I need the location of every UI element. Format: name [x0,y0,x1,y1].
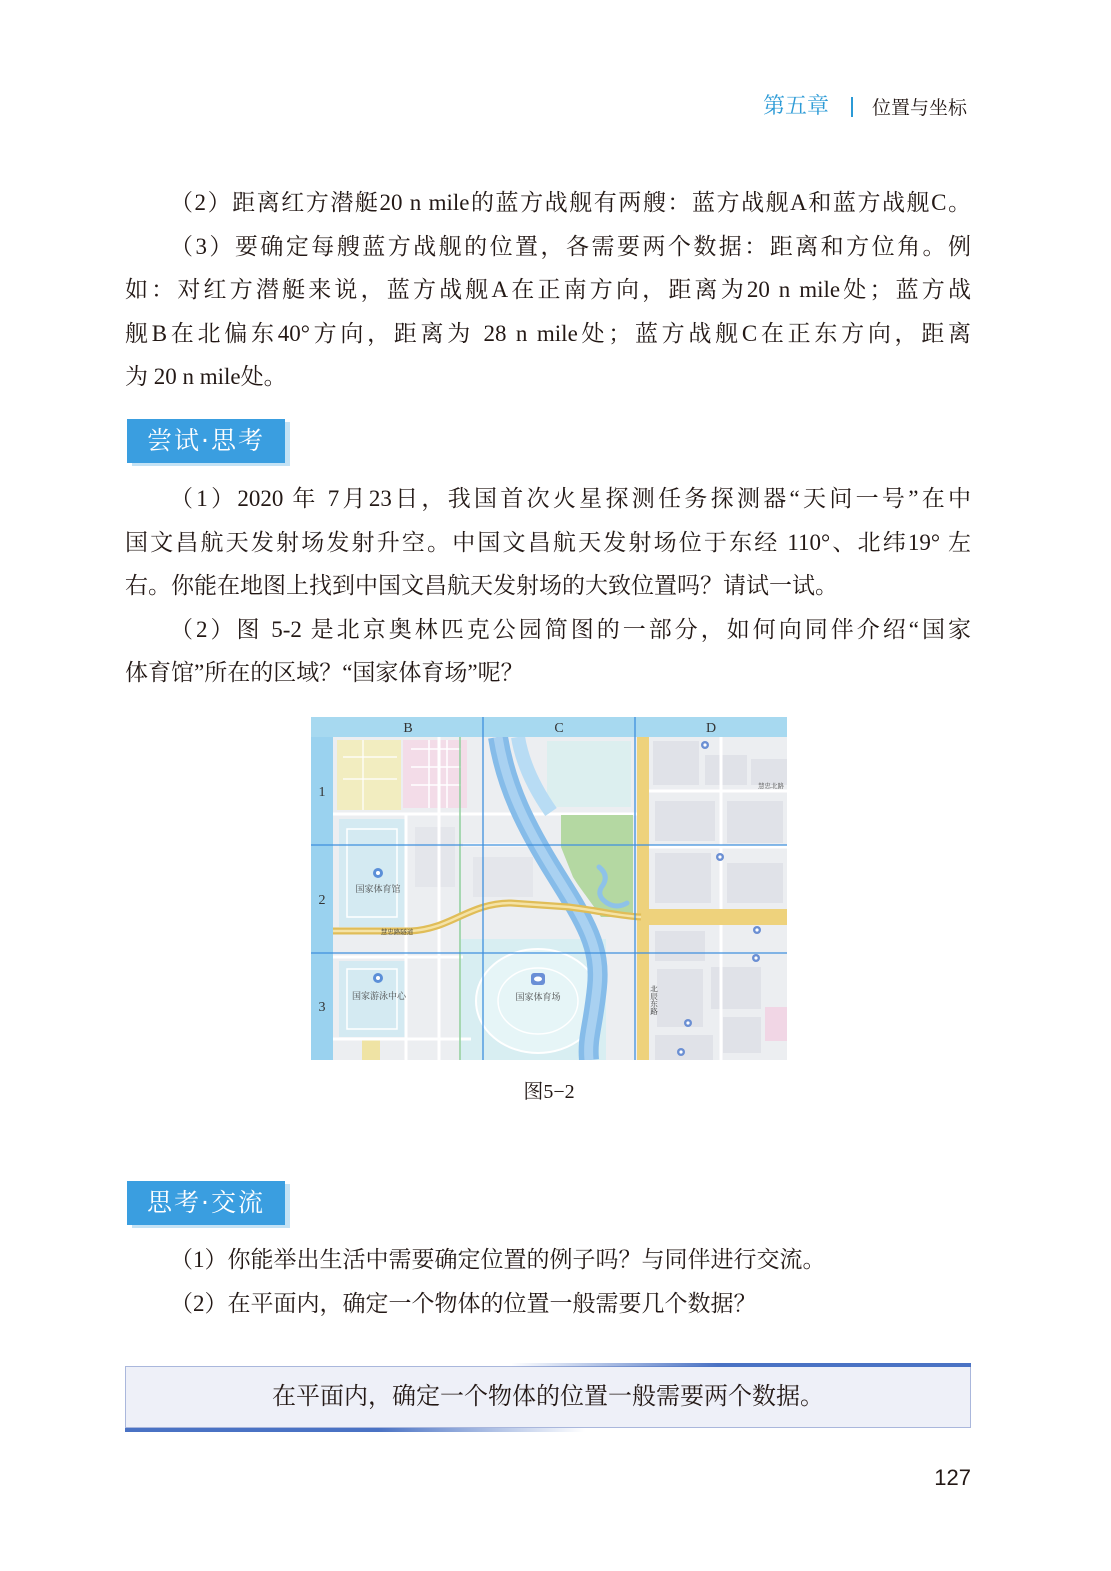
residential-area [337,740,401,810]
stadium-icon-center [534,977,542,982]
try-think-text [125,477,971,695]
building-block [655,853,711,903]
pin-center [703,743,706,746]
sports-area [547,741,631,807]
location-pin-icon [373,868,383,878]
location-pin-icon [373,973,383,983]
olympic-park-map [311,717,787,1060]
building-block [653,741,699,785]
row-label: 1 [318,785,326,800]
figure-caption: 图5−2 [523,1081,575,1103]
pin-center [718,855,721,858]
pink-building [765,1007,787,1041]
chapter-label: 第五章 [763,94,830,119]
building-block [657,969,703,1027]
location-pin-icon [716,853,724,861]
column-label: B [403,721,413,736]
pin-center [376,976,380,980]
paragraph-line: （2）距离红方潜艇20 n mile的蓝方战舰有两艘：蓝方战舰A和蓝方战舰C。 [170,190,971,215]
page-number: 127 [934,1465,971,1490]
location-pin-icon [753,926,761,934]
paragraph-line: 舰B在北偏东40°方向，距离为 28 n mile处；蓝方战舰C在正东方向，距离 [125,320,971,346]
paragraph-line: 右。你能在地图上找到中国文昌航天发射场的大致位置吗？请试一试。 [125,573,838,598]
label-huizhong-north-road: 慧忠北路 [758,782,784,790]
label-national-aquatics-center: 国家游泳中心 [351,992,407,1002]
paragraph-line: 体育馆”所在的区域？“国家体育场”呢？ [125,660,524,685]
paragraph-line: （1）你能举出生活中需要确定位置的例子吗？与同伴进行交流。 [170,1247,826,1272]
stadium-icon [531,973,545,985]
label-national-indoor-stadium: 国家体育馆 [355,885,401,895]
pin-center [686,1021,689,1024]
pin-center [754,956,757,959]
figure-map [311,717,787,1060]
paragraph-line: （1）2020 年 7月23日，我国首次火星探测任务探测器“天问一号”在中 [170,486,971,511]
beichen-east-road [637,737,649,1060]
label-national-stadium: 国家体育场 [515,993,561,1003]
pin-center [679,1050,682,1053]
row-label: 2 [318,893,326,908]
section-tag-think-discuss: 思考·交流 [127,1181,285,1225]
building-block [473,857,533,897]
building-block [727,801,783,843]
location-pin-icon [684,1019,692,1027]
running-head-divider [851,97,853,117]
building-block [655,801,715,841]
building-block [655,1035,713,1060]
column-label: D [705,721,717,736]
intro-text [125,181,971,399]
paragraph-line: 国文昌航天发射场发射升空。中国文昌航天发射场位于东经 110°、北纬19° 左 [125,529,971,555]
paragraph-line: （2）在平面内，确定一个物体的位置一般需要几个数据？ [170,1290,757,1316]
paragraph-line: （3）要确定每艘蓝方战舰的位置，各需要两个数据：距离和方位角。例 [170,233,971,259]
pin-center [376,871,380,875]
building-block [415,827,455,887]
label-beichen-east-road: 北辰东路 [649,985,659,1015]
location-pin-icon [701,741,709,749]
think-discuss-text [125,1238,971,1325]
location-pin-icon [677,1048,685,1056]
building-block [655,931,705,961]
paragraph-line: 如：对红方潜艇来说，蓝方战舰A在正南方向，距离为20 n mile处；蓝方战 [125,277,971,302]
pin-center [755,928,758,931]
gymnasium-area [339,819,405,927]
section-tag-try-think: 尝试·思考 [127,419,285,463]
building-block [711,967,761,1009]
label-tunnel: 慧忠路隧道 [380,928,414,936]
building-block [705,755,747,785]
conclusion-box [125,1366,971,1428]
yellow-building [362,1040,380,1060]
row-label: 3 [318,1000,326,1015]
column-label: C [554,721,564,736]
paragraph-line: （2）图 5-2 是北京奥林匹克公园简图的一部分，如何向同伴介绍“国家 [170,616,971,642]
huizhong-road-east [641,909,787,925]
paragraph-line: 为 20 n mile处。 [125,364,287,389]
museum-area [403,740,467,808]
location-pin-icon [752,954,760,962]
conclusion-bottom-rule [125,1428,585,1432]
building-block [723,1017,761,1053]
building-block [727,863,783,903]
conclusion-text: 在平面内，确定一个物体的位置一般需要两个数据。 [272,1384,824,1410]
chapter-title: 位置与坐标 [872,97,968,119]
